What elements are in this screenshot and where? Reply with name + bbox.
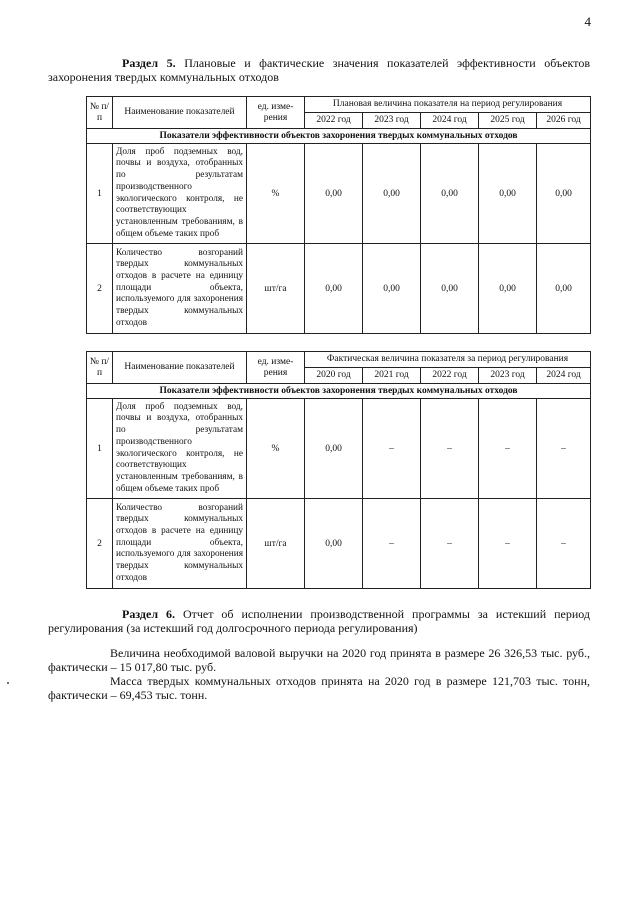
column-header-number: № п/п (87, 352, 113, 384)
unit-cell: % (247, 144, 305, 244)
value-cell: – (537, 399, 591, 499)
table-subheader: Показатели эффективности объектов захоронения твердых коммунальных отходов (87, 384, 591, 399)
section-5-label: Раздел 5. (122, 56, 176, 70)
value-cell: – (537, 499, 591, 589)
value-cell: 0,00 (305, 399, 363, 499)
column-header-year: 2021 год (363, 368, 421, 384)
page-number: 4 (584, 14, 591, 29)
value-cell: – (421, 499, 479, 589)
row-number: 1 (87, 399, 113, 499)
scan-speck (7, 682, 9, 684)
column-header-year: 2022 год (305, 113, 363, 129)
column-header-year: 2023 год (363, 113, 421, 129)
indicator-name: Количество возгораний твердых коммунальных отходов в расчете на единицу площади объекта, используемого для захоронения твердых коммунальных отходов (113, 499, 247, 589)
column-header-year: 2022 год (421, 368, 479, 384)
value-cell: 0,00 (363, 244, 421, 334)
row-number: 2 (87, 244, 113, 334)
fact-indicators-table (86, 351, 591, 589)
unit-cell: шт/га (247, 244, 305, 334)
section-6-label: Раздел 6. (122, 607, 176, 621)
column-header-year: 2024 год (537, 368, 591, 384)
table-subheader: Показатели эффективности объектов захоронения твердых коммунальных отходов (87, 129, 591, 144)
row-number: 2 (87, 499, 113, 589)
column-header-name: Наименование показателей (113, 352, 247, 384)
column-header-year: 2025 год (479, 113, 537, 129)
column-header-name: Наименование показателей (113, 97, 247, 129)
section-5-heading (48, 56, 590, 84)
column-header-year: 2023 год (479, 368, 537, 384)
column-header-unit: ед. изме-рения (247, 97, 305, 129)
column-header-year: 2020 год (305, 368, 363, 384)
table-row (87, 399, 591, 499)
plan-indicators-table (86, 96, 591, 334)
indicator-name: Доля проб подземных вод, почвы и воздуха, отобранных по результатам производственного экологического контроля, не соответствующих установленным требованиям, в общем объеме таких проб (113, 399, 247, 499)
column-header-period-group: Фактическая величина показателя за период регулирования (305, 352, 591, 368)
row-number: 1 (87, 144, 113, 244)
table-row (87, 244, 591, 334)
column-header-period-group: Плановая величина показателя на период регулирования (305, 97, 591, 113)
value-cell: 0,00 (305, 499, 363, 589)
value-cell: – (363, 499, 421, 589)
value-cell: 0,00 (537, 144, 591, 244)
value-cell: 0,00 (305, 144, 363, 244)
value-cell: 0,00 (421, 244, 479, 334)
unit-cell: шт/га (247, 499, 305, 589)
waste-mass-paragraph: Масса твердых коммунальных отходов принята на 2020 год в размере 121,703 тыс. тонн, фактически – 69,453 тыс. тонн. (48, 674, 590, 702)
column-header-year: 2026 год (537, 113, 591, 129)
revenue-paragraph: Величина необходимой валовой выручки на 2020 год принята в размере 26 326,53 тыс. руб., фактически – 15 017,80 тыс. руб. (48, 646, 590, 674)
value-cell: 0,00 (479, 244, 537, 334)
value-cell: – (363, 399, 421, 499)
value-cell: 0,00 (363, 144, 421, 244)
unit-cell: % (247, 399, 305, 499)
value-cell: – (479, 499, 537, 589)
value-cell: – (421, 399, 479, 499)
section-6-title: Отчет об исполнении производственной программы за истекший период регулирования (за истекший год долгосрочного периода регулирования) (48, 607, 591, 635)
value-cell: 0,00 (537, 244, 591, 334)
value-cell: 0,00 (305, 244, 363, 334)
table-row (87, 499, 591, 589)
column-header-unit: ед. изме-рения (247, 352, 305, 384)
value-cell: 0,00 (479, 144, 537, 244)
column-header-number: № п/п (87, 97, 113, 129)
value-cell: – (479, 399, 537, 499)
section-6-heading (48, 607, 590, 635)
indicator-name: Доля проб подземных вод, почвы и воздуха, отобранных по результатам производственного экологического контроля, не соответствующих установленным требованиям, в общем объеме таких проб (113, 144, 247, 244)
table-row (87, 144, 591, 244)
section-5-title: Плановые и фактические значения показателей эффективности объектов захоронения твердых коммунальных отходов (48, 56, 590, 84)
indicator-name: Количество возгораний твердых коммунальных отходов в расчете на единицу площади объекта, используемого для захоронения твердых коммунальных отходов (113, 244, 247, 334)
column-header-year: 2024 год (421, 113, 479, 129)
value-cell: 0,00 (421, 144, 479, 244)
